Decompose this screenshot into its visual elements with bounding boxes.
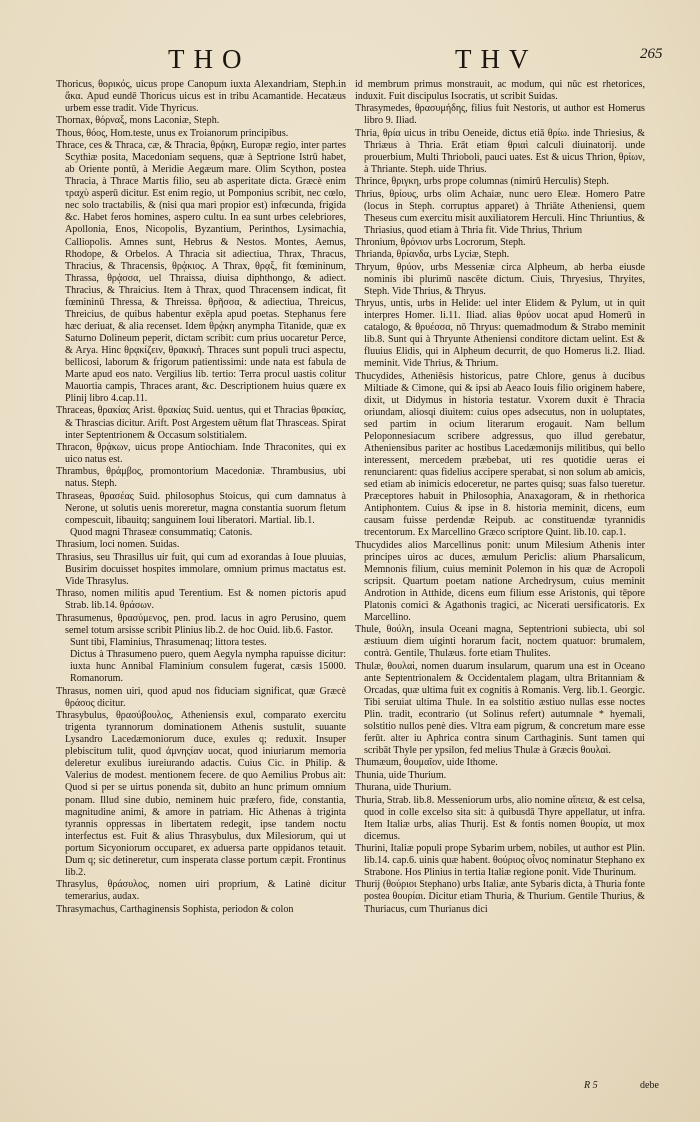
entry-thria: Thria, θρία uicus in tribu Oeneide, dictus etiā θρίω. inde Thriesius, & Thriæus à Thria. Erāt etiam θριαὶ calculi diuinatorij. unde prouerbium, Multi Thrioboli, pauci uates. Est & uicus Thrion, θρίων, à Thriante. Steph. uide Thrius. — [355, 127, 645, 175]
verse-quote: Quod magni Thraseæ consummatiq; Catonis. — [70, 527, 253, 539]
entry-thule: Thule, θούλη, insula Oceani magna, Septentrioni subiecta, ubi sol æstiuum diem uiginti horarum facit, noctem quatuor: brumalem, contrà. Gentile, Thulæus. forte etiam Thulites. — [355, 624, 645, 660]
entry-thoricus: Thoricus, θορικός, uicus prope Canopum iuxta Alexandriam, Steph.in ἄκα. Apud eundē Thoricus uicus est in tribu Acamantide. Hecatæus urbem esse tradit. Vide Thyricus. — [56, 79, 346, 115]
entry-thrasybulus: Thrasybulus, θρασύβουλος, Atheniensis exul, comparato exercitu trigenta tyrannorum dominationem Athenis sustulit, suuante Lysandro Lacedæmoniorum duce, exules q; reduxit. Insuper plebiscitum tulit, quod ἀμνηςίαν uocat, quod iniuriarum memoria deleretur exulibus iureiurando adactis. Cuius Cic. in Philip. & Valerius de modest. mentionem fecere. de quo Aemilius Probus ait: Quod si per se uirtus ponenda sit, dubito an hunc primum omnium ponam. Illud sine dubio, neminem huic præfero, fide, constantia, magnitudine animi, & amore in patriam. Hic Athenas à triginta tyrannis oppressas in libertatem redegit, ipse tandem noctu interfectus est. Fuit & alius Thrasybulus, dux Milesiorum, qui ut portum Sicyoniorum occuparet, ex aduersa parte oppidanos tetauit. Dum q; sic detineretur, cum insperata classe portum cæpit. Frontinus lib.2. — [56, 710, 346, 878]
entry-thucydides: Thucydides, Atheniēsis historicus, patre Chlore, genus à ducibus Miltiade & Cimone, qui & ipsi ab Aeaco Iouis filio originem habere, dixit, ut Didymus in historia testatur. Vxorem duxit è Thracia oriundam, aliosqi diuitem: cuius opes adsecutus, non in uoluptates, sed partim in ocium literarum erogauit. Nam bellum Peloponnesiacum scribere adgressus, quo illud gerebatur, Atheniensibus pariter ac hostibus Lacedæmonijs militibus, qui bello interessent, mercedem præbebat, uti res quotidie ueras ei renunciarent: quas fidelius accipere sperabat, si non solum ab amicis, sed etiam ab inimicis edoceretur, ne partes quisq; suas falso tueretur. Præceptores habuit in Philosophia, Anaxagoram, & in rhethorica Antiphontem. Cuius & ipse in 8. historia meminit, dicens, eum causam fuisse perdendæ Reipub. ac constituendæ tyrannidis trecentorum. Ex Marcellino Græco scriptore Quint. lib.10. cap.1. — [355, 370, 645, 539]
entry-thraseas: Thraseas, θρασέας Suid. philosophus Stoicus, qui cum damnatus à Nerone, ut solutis uenis moreretur, magna constantia suorum fletum compescuit, libauitq; sanguinem Ioui liberatori. Martial. lib.1. — [56, 490, 346, 526]
entry-thryus: Thryus, untis, urbs in Helide: uel inter Elidem & Pylum, ut in quit interpres Homer. li.11. Iliad. alias θρύον uocat apud Homerū in catalogo, & θρυέσσα, nō Thryus: quemadmodum & Strabo meminit lib.8. Sunt qui à Thryunte Atheniensi conditore dictam uelint. Est & fluuius Elidis, qui in Alpheum decurrit, de quo Homerus li.2. Iliad. meminit. Vide Thrius, & Thrium. — [355, 298, 645, 370]
running-head-left: THO — [168, 44, 251, 74]
verse-quote: Sunt tibi, Flaminius, Thrasumenaq; littora testes. — [70, 637, 267, 649]
entry-thronium: Thronium, θρόνιον urbs Locrorum, Steph. — [355, 237, 526, 249]
catchword: debe — [640, 1080, 659, 1091]
entry-thrince: Thrince, θριγκη, urbs prope columnas (nimirū Herculis) Steph. — [355, 176, 609, 188]
entry-thumaeum: Thumæum, θουμαῖον, uide Ithome. — [355, 757, 498, 769]
entry-thurij: Thurij (θούριοι Stephano) urbs Italiæ, ante Sybaris dicta, à Thuria fonte postea θουρίαι. Dicitur etiam Thuria, & Thurium. Gentile Thurius, & Thuriacus, cum Thurianus dici — [355, 879, 645, 915]
entry-thryum: Thryum, θρύον, urbs Messeniæ circa Alpheum, ab herba eiusde nominis ibi plurimū nascēte dictum. Ciuis, Thryesius, Thryites, Steph. Vide Thrius, & Thryus. — [355, 261, 645, 297]
entry-thrasus: Thrasus, nomen uiri, quod apud nos fiduciam significat, quæ Græcè θράσος dicitur. — [56, 685, 346, 709]
entry-thornax: Thornax, θόρναξ, mons Laconiæ, Steph. — [56, 115, 220, 127]
entry-thrasius: Thrasius, seu Thrasillus uir fuit, qui cum ad exorandas à Ioue pluuias, Busirim docuisset hospites immolare, omnium primus mactatus est. Vide Thrasylus. — [56, 551, 346, 587]
entry-thrace: Thrace, ces & Thraca, cæ, & Thracia, θρᾴκη, Europæ regio, inter partes Scythiæ posita, Macedoniam sequens, quæ à Septrione Istrū habet, ab Oriente pontū, à Meridie Aegæum mare. Olim Scython, postea Thracia, à Thrace Martis filio, seu ab asperitate dicta. Græcè enim τραχὺ asperū dicitur. Est enim regio, ut Pomponius scribit, nec cœlo, nec solo tractabilis, & (nisi qua mari propior est) infœcunda, frigida &c. Habet feros homines, aspero cultu. In ea sunt urbes celebriores, Apollonia, Enos, Nicopolis, Byzantium, Perinthos, Lysimachia, Calliopolis. Amnes sunt, Hebrus & Nestos. Montes, Aemus, Rhodope, & Orbelos. A Thracia sit adiectiua, Thrax, Thracus, Thracius, & Thracensis, θρᾴκιος. A Thrax, θρᾳξ, fit fœmininum, Thrassa, θρᾴσσα, uel Thraissa, diuisa diphthongo, & adiect. Thracius, & Thraicius. Item à Thrax, quod Thracensem indicat, fit fœmininū Thressa, & Threissa. θρῆσσα, & adiectiua, Threicus, Threicius, de quibus habentur exēpla apud poetas. Stephanus fere hæc deriuat, & alia recenset. Idem θρᾴκη anympha Titanide, quæ ex Saturno Dolineum peperit, dictam scribit: cum prius uocaretur Perce, & Arya. Hinc θρᾳκίζειν, θρακικὴ. Thraces sunt populi truci aspectu, bellicosi, laborum & frigorum patientissimi: unde nata est fabula de Marte apud eos nato. Vergilius lib. tertio: Terra procul uastis colitur Mauortia campis, Thraces arant, &c. Descriptionem huius quære ex Plinij libro 4.cap.11. — [56, 140, 346, 405]
entry-thrius: Thrius, θρίους, urbs olim Achaiæ, nunc uero Eleæ. Homero Patre (locus in Steph. corruptus apparet) à Thriāte Atheniensi, quem Theseus cum exercitu misit auxiliatorem Herculi. Hinc Thriuntius, & Thriasius, quod etiam à Thria fit. Vide Thrius, Thrium — [355, 188, 645, 236]
right-column — [355, 79, 645, 916]
signature-mark: R 5 — [584, 1080, 598, 1091]
entry-thrasylus: Thrasylus, θράσυλος, nomen uiri proprium, & Latinè dicitur temerarius, audax. — [56, 879, 346, 903]
entry-thrianda: Thrianda, θρίανδα, urbs Lyciæ, Steph. — [355, 249, 510, 261]
entry-thunia: Thunia, uide Thurium. — [355, 769, 447, 781]
entry-thurini: Thurini, Italiæ populi prope Sybarim urbem, nobiles, ut author est Plin. lib.14. cap.6. uinis quæ habent. θούριος οἶνος nominatur Stephano ex Strabone. Hos Plinius in tertia Italiæ regione ponit. Vide Thurinum. — [355, 843, 645, 879]
left-column — [56, 79, 346, 916]
entry-thuria: Thuria, Strab. lib.8. Messeniorum urbs, alio nomine αἴπεια, & est celsa, quod in colle excelso sita sit: à quibusdā Thyre appellatur, ut infra. Item Italiæ urbs, alias Thurij. Est & fontis nomen θουρία, ut mox dicemus. — [355, 794, 645, 842]
page-number: 265 — [640, 46, 663, 62]
entry-thulae: Thulæ, θουλαὶ, nomen duarum insularum, quarum una est in Oceano ante Septentrionalem & Occidentalem plagam, ultra Britanniam & Orcadas, quæ ultima fuit ex cognitis à Romanis. Verg. lib.1. Georgic. Tibi seruiat ultima Thule. In ea solstitio æstiuo nullas esse noctes Plin. tradit, econtrario (ut Solinus refert) autumnale * hyemali, solstitio nullos penè dies. Vltra eam pigrum, & concretum mare esse ferūt. alter iu Aphrica contra sinum Carthaginis. Sunt tamen qui scribāt Thyle per ypsilon, fed melius Thulæ à Græcis θουλαὶ. — [355, 660, 645, 757]
entry-continuation: id membrum primus monstrauit, ac modum, qui nūc est rhetorices, induxit. Fuit discipulus Isocratis, ut scribit Suidas. — [355, 79, 645, 103]
running-head-right: THV — [455, 44, 538, 74]
entry-thous: Thous, θόος, Hom.teste, unus ex Troianorum principibus. — [56, 127, 289, 139]
entry-thrasumenus: Thrasumenus, θρασύμενος, pen. prod. lacus in agro Perusino, quem semel totum arsisse scribit Plinius lib.2. de hoc Ouid. lib.6. Fastor. — [56, 612, 346, 636]
entry-thrasium: Thrasium, loci nomen. Suidas. — [56, 539, 180, 551]
entry-thurana: Thurana, uide Thurium. — [355, 782, 452, 794]
entry-thracon: Thracon, θρᾴκων, uicus prope Antiochiam. Inde Thraconites, qui ex uico natus est. — [56, 441, 346, 465]
entry-thrambus: Thrambus, θράμβος, promontorium Macedoniæ. Thrambusius, ubi natus. Steph. — [56, 466, 346, 490]
entry-thraso: Thraso, nomen militis apud Terentium. Est & nomen pictoris apud Strab. lib.14. θράσων. — [56, 588, 346, 612]
entry-thrasymedes: Thrasymedes, θρασυμήδης, filius fuit Nestoris, ut author est Homerus libro 9. Iliad. — [355, 103, 645, 127]
entry-thraceas: Thraceas, θρακίας Arist. θρακίας Suid. uentus, qui et Thracias θρακίας, & Thrascias dicitur. Arift. Post Argestem uētum flat Thrasceas. Spirat inter Septentrionem & Occasum solstitialem. — [56, 405, 346, 441]
entry-continuation: Dictus à Thrasumeno puero, quem Aegyla nympha rapuisse dicitur: iuxta hunc Annibal Flaminium consulem fugerat, cæsis 15000. Romanorum. — [70, 649, 346, 685]
entry-thrasymachus: Thrasymachus, Carthaginensis Sophista, periodon & colon — [56, 903, 294, 915]
entry-thucydides-alios: Thucydides alios Marcellinus ponit: unum Milesium Athenis inter principes uiros ac duces, æmulum Periclis: alium Pharsalicum, Memnonis filium, cuius meminit Polemon in his quæ de Acropoli scripsit. Quartum poetam natione Archedrysum, cuius meminit Androtion in Atthide, dicens eum filium esse Aristonis, qui tēpore Platonis comici & Agathonis tragici, ac Nicerati uersificatoris. Ex Marcellino. — [355, 539, 645, 624]
